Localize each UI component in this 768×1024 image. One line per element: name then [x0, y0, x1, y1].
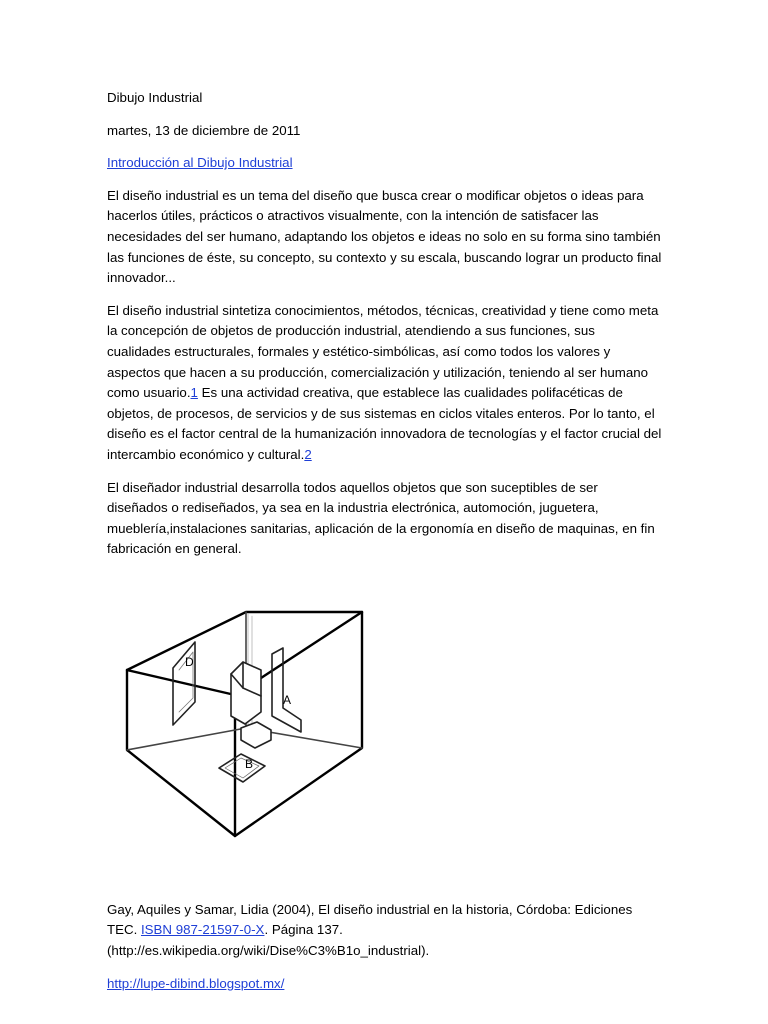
paragraph-2 [107, 301, 662, 466]
blog-title: Dibujo Industrial [107, 90, 203, 105]
isometric-room-drawing [115, 600, 535, 880]
post-title-link[interactable]: Introducción al Dibujo Industrial [107, 155, 293, 171]
isbn-link[interactable]: ISBN 987-21597-0-X [140, 922, 265, 938]
paragraph-3: El diseñador industrial desarrolla todos aquellos objetos que son suceptibles de ser diseñados o rediseñados, ya sea en la industria electrónica, automoción, juguetera, mueblería,instalaciones sanitarias, aplicación de la ergonomía en diseño de maquinas, en fin fabricación en general. [107, 479, 655, 557]
document-body [107, 88, 662, 1006]
citation-part-a: Gay, Aquiles y Samar, Lidia (2004), El diseño industrial en la historia, Córdoba: Ediciones TEC. [107, 901, 633, 938]
figure-label-b: B [245, 756, 254, 771]
figure-label-d: D [185, 654, 194, 669]
paragraph-2-part-a: El diseño industrial sintetiza conocimientos, métodos, técnicas, creatividad y tiene como meta la concepción de objetos de producción industrial, atendiendo a sus funciones, sus cualidades estructurales, formales y estético-simbólicas, así como todos los valores y aspectos que hacen a su producción, comercialización y utilización, teniendo al ser humano como usuario. [107, 302, 659, 401]
paragraph-2-part-b: Es una actividad creativa, que establece las cualidades polifacéticas de objetos, de procesos, de servicios y de sus sistemas en ciclos vitales enteros. Por lo tanto, el diseño es el factor central de la humanización innovadora de tecnologías y el factor crucial del intercambio económico y cultural. [107, 385, 662, 462]
blog-url-link[interactable]: http://lupe-dibind.blogspot.mx/ [107, 975, 285, 991]
citation-part-b: . Página 137. (http://es.wikipedia.org/wiki/Dise%C3%B1o_industrial). [107, 922, 430, 959]
reference-2-link[interactable]: 2 [304, 446, 312, 462]
paragraph-1: El diseño industrial es un tema del diseño que busca crear o modificar objetos o ideas para hacerlos útiles, prácticos o atractivos visualmente, con la intención de satisfacer las necesidades del ser humano, adaptando los objetos e ideas no solo en su forma sino también las funciones de éste, su concepto, su contexto y su escala, buscando lograr un producto final innovador... [107, 187, 662, 286]
figure-label-a: A [283, 692, 292, 707]
isometric-room-svg [115, 600, 535, 880]
reference-1-link[interactable]: 1 [190, 385, 198, 401]
post-date: martes, 13 de diciembre de 2011 [107, 122, 301, 138]
citation [107, 900, 662, 962]
